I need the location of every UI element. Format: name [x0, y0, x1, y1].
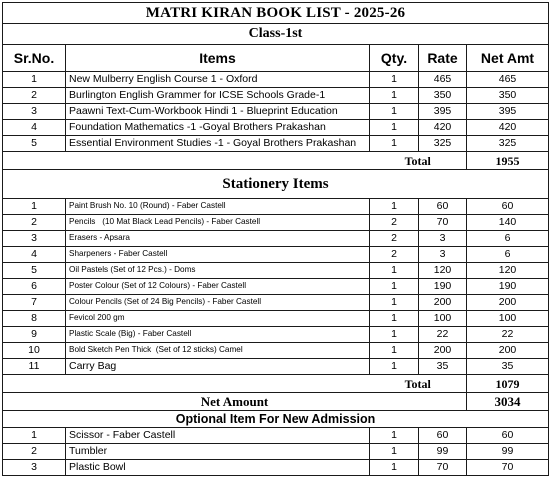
books-total-row	[3, 152, 549, 170]
qty-cell: 1	[370, 444, 419, 460]
qty-cell: 2	[370, 215, 419, 231]
net-cell: 465	[467, 72, 549, 88]
item-cell: Bold Sketch Pen Thick (Set of 12 sticks) Camel	[66, 343, 370, 359]
rate-cell: 120	[419, 263, 467, 279]
item-cell: Plastic Scale (Big) - Faber Castell	[66, 327, 370, 343]
qty-cell: 1	[370, 199, 419, 215]
qty-cell: 1	[370, 327, 419, 343]
net-cell: 350	[467, 88, 549, 104]
stationery-row	[3, 359, 549, 375]
sr-cell: 1	[3, 72, 66, 88]
book-row	[3, 120, 549, 136]
rate-cell: 3	[419, 247, 467, 263]
class-label: Class-1st	[3, 24, 549, 45]
qty-cell: 1	[370, 279, 419, 295]
net-cell: 140	[467, 215, 549, 231]
qty-cell: 2	[370, 247, 419, 263]
qty-cell: 1	[370, 343, 419, 359]
stationery-row	[3, 279, 549, 295]
qty-cell: 1	[370, 136, 419, 152]
qty-cell: 1	[370, 359, 419, 375]
stationery-row	[3, 215, 549, 231]
net-cell: 99	[467, 444, 549, 460]
rate-cell: 60	[419, 199, 467, 215]
blank-cell	[3, 152, 370, 170]
item-cell: Burlington English Grammer for ICSE Schools Grade-1	[66, 88, 370, 104]
rate-cell: 395	[419, 104, 467, 120]
net-cell: 60	[467, 428, 549, 444]
optional-heading-row	[3, 411, 549, 428]
rate-cell: 200	[419, 295, 467, 311]
item-cell: Essential Environment Studies -1 - Goyal Brothers Prakashan	[66, 136, 370, 152]
optional-row	[3, 460, 549, 476]
header-net-amt: Net Amt	[467, 45, 549, 72]
qty-cell: 2	[370, 231, 419, 247]
item-cell: Plastic Bowl	[66, 460, 370, 476]
item-cell: Oil Pastels (Set of 12 Pcs.) - Doms	[66, 263, 370, 279]
stationery-total-row	[3, 375, 549, 393]
sr-cell: 2	[3, 215, 66, 231]
item-cell: Poster Colour (Set of 12 Colours) - Faber Castell	[66, 279, 370, 295]
sr-cell: 7	[3, 295, 66, 311]
stationery-row	[3, 295, 549, 311]
sr-cell: 4	[3, 247, 66, 263]
net-cell: 420	[467, 120, 549, 136]
qty-cell: 1	[370, 428, 419, 444]
header-row	[3, 45, 549, 72]
net-cell: 6	[467, 247, 549, 263]
optional-heading: Optional Item For New Admission	[3, 411, 549, 428]
rate-cell: 3	[419, 231, 467, 247]
net-cell: 190	[467, 279, 549, 295]
blank-cell	[3, 375, 370, 393]
optional-row	[3, 428, 549, 444]
optional-row	[3, 444, 549, 460]
item-cell: Erasers - Apsara	[66, 231, 370, 247]
item-cell: Carry Bag	[66, 359, 370, 375]
qty-cell: 1	[370, 311, 419, 327]
net-cell: 200	[467, 295, 549, 311]
rate-cell: 325	[419, 136, 467, 152]
qty-cell: 1	[370, 460, 419, 476]
book-list-table	[2, 2, 549, 476]
item-cell: Paawni Text-Cum-Workbook Hindi 1 - Blueprint Education	[66, 104, 370, 120]
item-cell: Scissor - Faber Castell	[66, 428, 370, 444]
stationery-heading: Stationery Items	[3, 170, 549, 199]
stationery-row	[3, 327, 549, 343]
header-rate: Rate	[419, 45, 467, 72]
stationery-row	[3, 231, 549, 247]
net-cell: 35	[467, 359, 549, 375]
sr-cell: 1	[3, 199, 66, 215]
qty-cell: 1	[370, 263, 419, 279]
item-cell: Pencils (10 Mat Black Lead Pencils) - Faber Castell	[66, 215, 370, 231]
sr-cell: 2	[3, 88, 66, 104]
item-cell: Fevicol 200 gm	[66, 311, 370, 327]
net-cell: 70	[467, 460, 549, 476]
books-total-value: 1955	[467, 152, 549, 170]
net-cell: 200	[467, 343, 549, 359]
rate-cell: 22	[419, 327, 467, 343]
qty-cell: 1	[370, 72, 419, 88]
sr-cell: 1	[3, 428, 66, 444]
net-cell: 100	[467, 311, 549, 327]
sr-cell: 2	[3, 444, 66, 460]
sr-cell: 8	[3, 311, 66, 327]
stationery-row	[3, 247, 549, 263]
rate-cell: 420	[419, 120, 467, 136]
item-cell: New Mulberry English Course 1 - Oxford	[66, 72, 370, 88]
net-cell: 60	[467, 199, 549, 215]
net-cell: 395	[467, 104, 549, 120]
stationery-row	[3, 199, 549, 215]
sr-cell: 5	[3, 263, 66, 279]
book-row	[3, 136, 549, 152]
qty-cell: 1	[370, 88, 419, 104]
net-cell: 6	[467, 231, 549, 247]
item-cell: Tumbler	[66, 444, 370, 460]
rate-cell: 465	[419, 72, 467, 88]
sr-cell: 10	[3, 343, 66, 359]
book-list-sheet	[2, 2, 548, 476]
stationery-total-value: 1079	[467, 375, 549, 393]
rate-cell: 35	[419, 359, 467, 375]
stationery-heading-row	[3, 170, 549, 199]
item-cell: Paint Brush No. 10 (Round) - Faber Castell	[66, 199, 370, 215]
item-cell: Foundation Mathematics -1 -Goyal Brothers Prakashan	[66, 120, 370, 136]
net-cell: 22	[467, 327, 549, 343]
qty-cell: 1	[370, 104, 419, 120]
stationery-row	[3, 263, 549, 279]
net-amount-value: 3034	[467, 393, 549, 411]
item-cell: Sharpeners - Faber Castell	[66, 247, 370, 263]
stationery-row	[3, 343, 549, 359]
net-amount-label: Net Amount	[3, 393, 467, 411]
books-total-label: Total	[370, 152, 467, 170]
book-row	[3, 72, 549, 88]
qty-cell: 1	[370, 120, 419, 136]
stationery-total-label: Total	[370, 375, 467, 393]
rate-cell: 100	[419, 311, 467, 327]
sr-cell: 3	[3, 460, 66, 476]
sr-cell: 4	[3, 120, 66, 136]
sr-cell: 6	[3, 279, 66, 295]
sr-cell: 11	[3, 359, 66, 375]
net-cell: 325	[467, 136, 549, 152]
rate-cell: 200	[419, 343, 467, 359]
header-sr: Sr.No.	[3, 45, 66, 72]
net-amount-row	[3, 393, 549, 411]
sr-cell: 3	[3, 104, 66, 120]
page-title: MATRI KIRAN BOOK LIST - 2025-26	[3, 3, 549, 24]
qty-cell: 1	[370, 295, 419, 311]
sr-cell: 9	[3, 327, 66, 343]
header-qty: Qty.	[370, 45, 419, 72]
rate-cell: 70	[419, 460, 467, 476]
rate-cell: 99	[419, 444, 467, 460]
stationery-row	[3, 311, 549, 327]
rate-cell: 190	[419, 279, 467, 295]
net-cell: 120	[467, 263, 549, 279]
book-row	[3, 104, 549, 120]
item-cell: Colour Pencils (Set of 24 Big Pencils) - Faber Castell	[66, 295, 370, 311]
sr-cell: 3	[3, 231, 66, 247]
rate-cell: 60	[419, 428, 467, 444]
rate-cell: 70	[419, 215, 467, 231]
rate-cell: 350	[419, 88, 467, 104]
header-items: Items	[66, 45, 370, 72]
sr-cell: 5	[3, 136, 66, 152]
book-row	[3, 88, 549, 104]
